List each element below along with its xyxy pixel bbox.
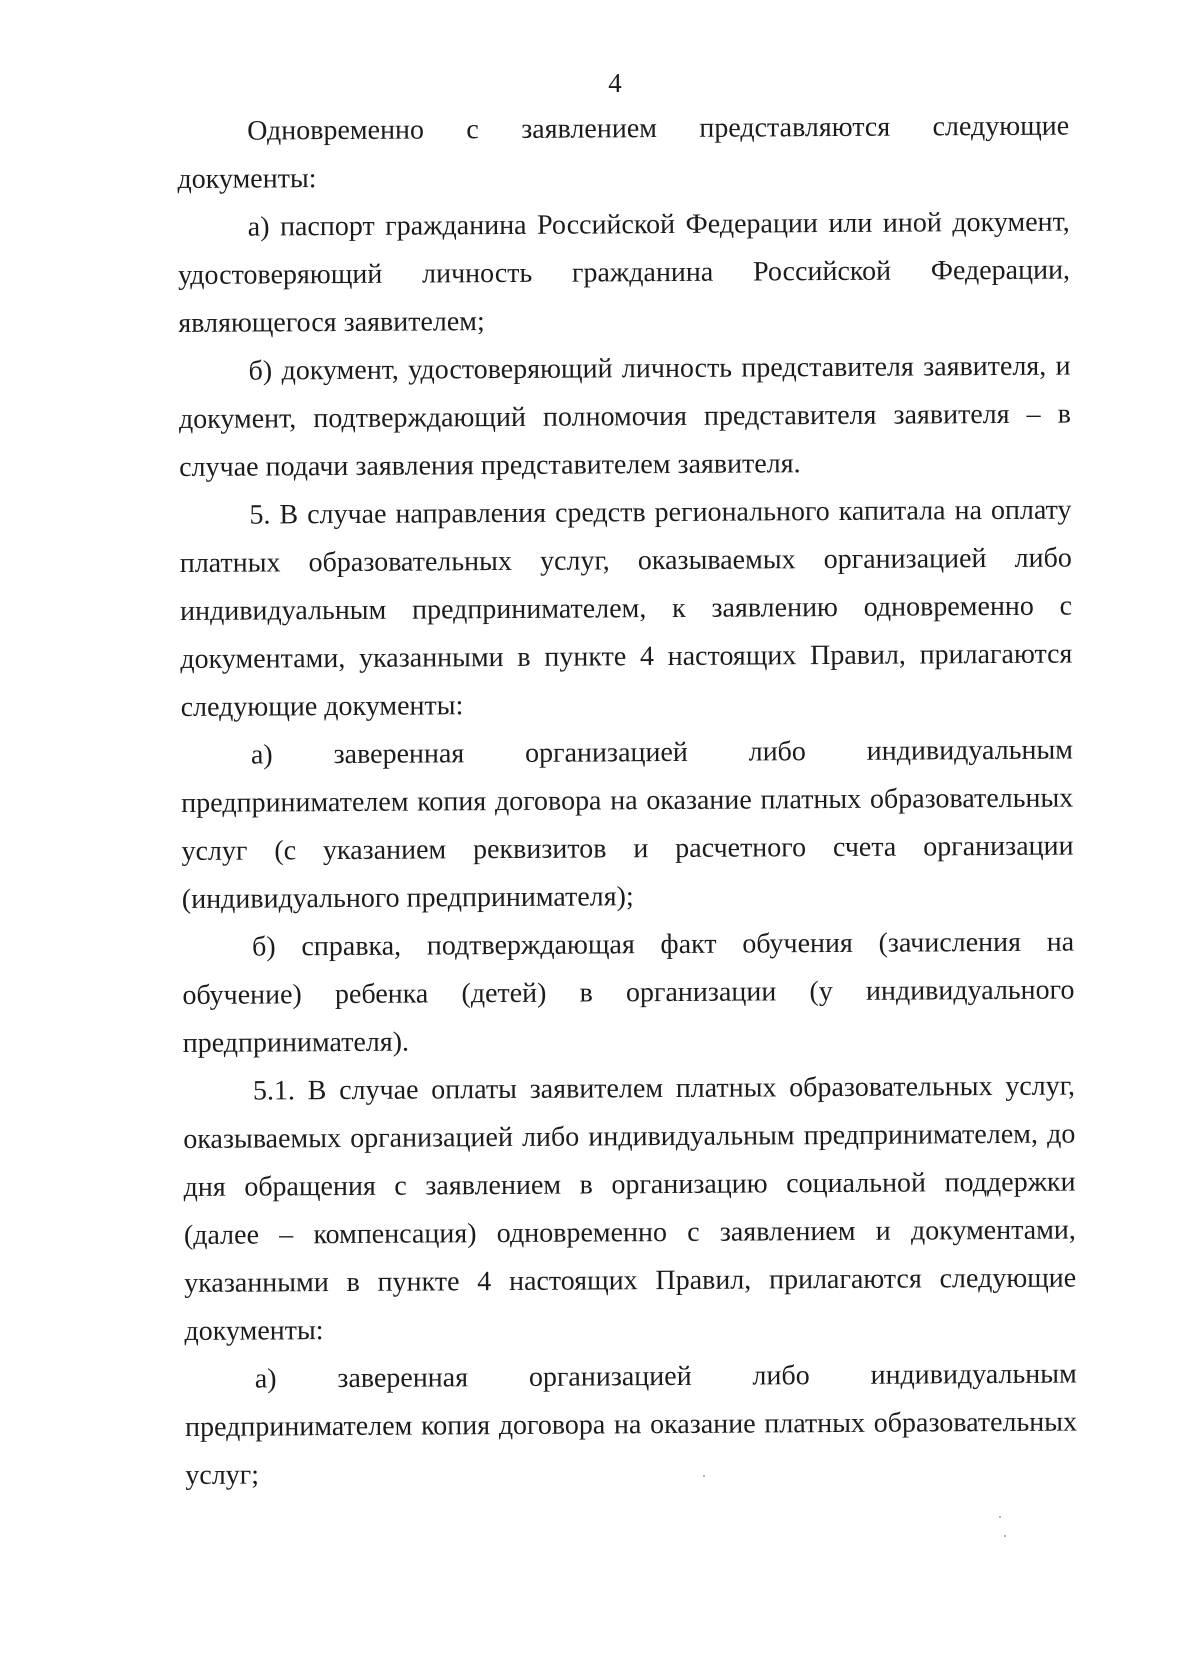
document-body bbox=[177, 103, 1077, 1500]
paragraph-item-b-representative: б) документ, удостоверяющий личность представителя заявителя, и документ, подтверждающий полномочия представителя заявителя – в случае подачи заявления представителем заявителя. bbox=[178, 350, 1071, 483]
paragraph-intro: Одновременно с заявлением представляются следующие документы: bbox=[177, 110, 1070, 195]
paragraph-item-a-passport: а) паспорт гражданина Российской Федерации или иной документ, удостоверяющий личность гражданина Российской Федерации, являющегося заявителем; bbox=[177, 206, 1071, 339]
paragraph-section-5-1: 5.1. В случае оплаты заявителем платных образовательных услуг, оказываемых организацией либо индивидуальным предпринимателем, до дня обращения с заявлением в организацию социальной поддержки (далее – компенсация) одновременно с заявлением и документами, указанными в пункте 4 настоящих Правил, прилагаются следующие документы: bbox=[183, 1070, 1077, 1347]
scan-speck bbox=[999, 1516, 1001, 1518]
scan-speck bbox=[1004, 1535, 1006, 1537]
paragraph-section-5-item-b: б) справка, подтверждающая факт обучения (зачисления на обучение) ребенка (детей) в организации (у индивидуального предпринимателя). bbox=[182, 926, 1075, 1059]
paragraph-section-5-item-a: а) заверенная организацией либо индивидуальным предпринимателем копия договора на оказание платных образовательных услуг (с указанием реквизитов и расчетного счета организации (индивидуального предпринимателя); bbox=[181, 734, 1074, 915]
page-number: 4 bbox=[608, 68, 622, 98]
paragraph-section-5-1-item-a: а) заверенная организацией либо индивидуальным предпринимателем копия договора на оказание платных образовательных услуг; bbox=[184, 1358, 1078, 1491]
paragraph-section-5: 5. В случае направления средств регионального капитала на оплату платных образовательных услуг, оказываемых организацией либо индивидуальным предпринимателем, к заявлению одновременно с документами, указанными в пункте 4 настоящих Правил, прилагаются следующие документы: bbox=[179, 494, 1073, 723]
scan-speck bbox=[703, 1475, 705, 1477]
